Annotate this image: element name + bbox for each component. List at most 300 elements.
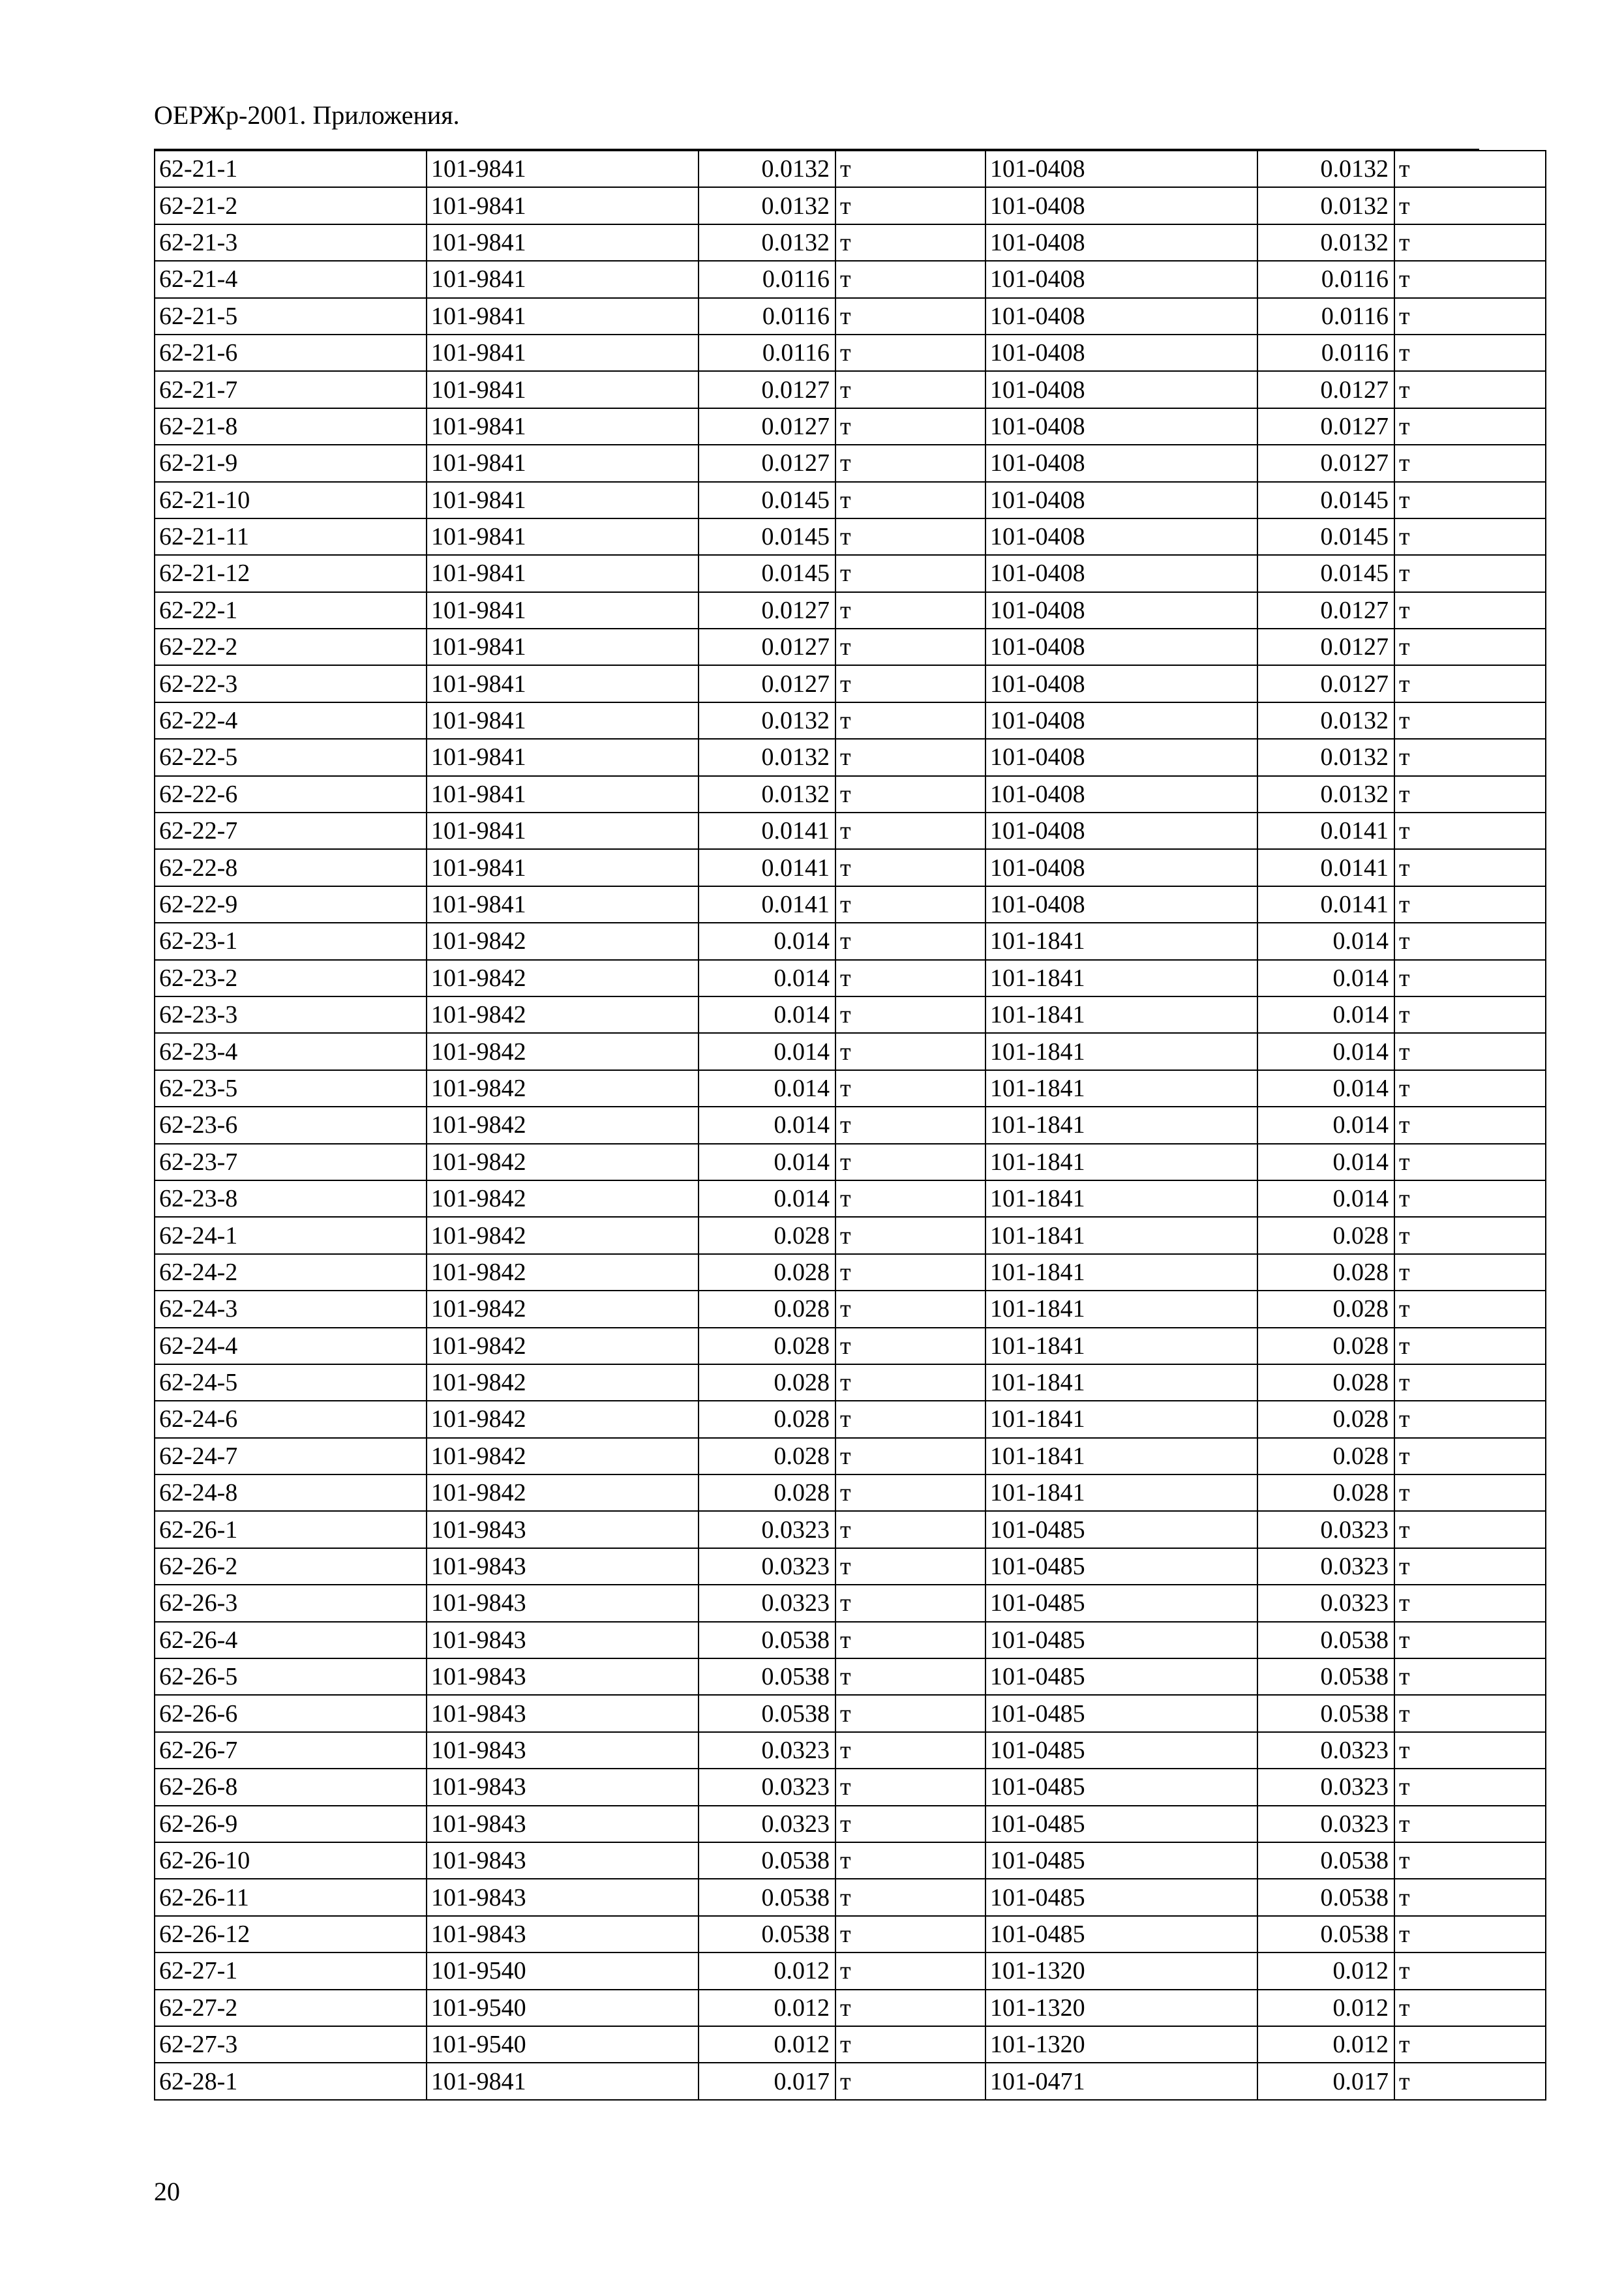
replacement-quantity-cell: 0.0132 xyxy=(1257,702,1394,739)
replacement-quantity-cell: 0.014 xyxy=(1257,996,1394,1033)
table-row xyxy=(155,813,1546,849)
quantity-cell: 0.028 xyxy=(699,1217,835,1253)
replacement-code-cell: 101-0408 xyxy=(985,187,1257,224)
resource-code-cell: 101-9842 xyxy=(427,960,699,996)
quantity-cell: 0.0132 xyxy=(699,187,835,224)
replacement-code-cell: 101-0485 xyxy=(985,1585,1257,1621)
replacement-quantity-cell: 0.0323 xyxy=(1257,1769,1394,1805)
code-cell: 62-23-1 xyxy=(155,923,427,959)
resource-code-cell: 101-9841 xyxy=(427,776,699,813)
quantity-cell: 0.0141 xyxy=(699,813,835,849)
unit-cell: т xyxy=(835,445,985,481)
unit-cell: т xyxy=(835,1952,985,1989)
resource-code-cell: 101-9843 xyxy=(427,1916,699,1952)
table-row xyxy=(155,1438,1546,1474)
replacement-code-cell: 101-0408 xyxy=(985,335,1257,371)
replacement-quantity-cell: 0.0538 xyxy=(1257,1695,1394,1731)
code-cell: 62-24-3 xyxy=(155,1291,427,1327)
replacement-unit-cell: т xyxy=(1394,518,1546,555)
table-row xyxy=(155,1769,1546,1805)
code-cell: 62-23-7 xyxy=(155,1144,427,1180)
table-body xyxy=(155,151,1546,2100)
code-cell: 62-28-1 xyxy=(155,2063,427,2099)
replacement-unit-cell: т xyxy=(1394,1769,1546,1805)
replacement-code-cell: 101-1320 xyxy=(985,1990,1257,2026)
replacement-code-cell: 101-0408 xyxy=(985,629,1257,665)
table-row xyxy=(155,1952,1546,1989)
replacement-code-cell: 101-0408 xyxy=(985,813,1257,849)
replacement-code-cell: 101-0485 xyxy=(985,1695,1257,1731)
replacement-code-cell: 101-0408 xyxy=(985,445,1257,481)
code-cell: 62-24-8 xyxy=(155,1474,427,1511)
resource-code-cell: 101-9841 xyxy=(427,592,699,629)
replacement-unit-cell: т xyxy=(1394,1842,1546,1879)
table-row xyxy=(155,739,1546,775)
replacement-code-cell: 101-0471 xyxy=(985,2063,1257,2099)
quantity-cell: 0.0538 xyxy=(699,1695,835,1731)
resource-code-cell: 101-9843 xyxy=(427,1732,699,1769)
replacement-code-cell: 101-0408 xyxy=(985,371,1257,408)
code-cell: 62-23-4 xyxy=(155,1033,427,1070)
unit-cell: т xyxy=(835,1769,985,1805)
replacement-unit-cell: т xyxy=(1394,1585,1546,1621)
replacement-quantity-cell: 0.0116 xyxy=(1257,335,1394,371)
replacement-quantity-cell: 0.014 xyxy=(1257,1107,1394,1143)
replacement-unit-cell: т xyxy=(1394,1806,1546,1842)
resource-code-cell: 101-9842 xyxy=(427,1033,699,1070)
table-row xyxy=(155,1916,1546,1952)
table-row xyxy=(155,1622,1546,1658)
replacement-quantity-cell: 0.014 xyxy=(1257,1180,1394,1217)
replacement-quantity-cell: 0.0127 xyxy=(1257,445,1394,481)
replacement-unit-cell: т xyxy=(1394,445,1546,481)
quantity-cell: 0.028 xyxy=(699,1474,835,1511)
quantity-cell: 0.0132 xyxy=(699,739,835,775)
replacement-quantity-cell: 0.012 xyxy=(1257,1990,1394,2026)
unit-cell: т xyxy=(835,224,985,261)
code-cell: 62-23-8 xyxy=(155,1180,427,1217)
replacement-unit-cell: т xyxy=(1394,1622,1546,1658)
quantity-cell: 0.028 xyxy=(699,1291,835,1327)
resource-code-cell: 101-9842 xyxy=(427,1474,699,1511)
resource-code-cell: 101-9842 xyxy=(427,923,699,959)
resource-code-cell: 101-9843 xyxy=(427,1769,699,1805)
replacement-unit-cell: т xyxy=(1394,960,1546,996)
resource-code-cell: 101-9841 xyxy=(427,261,699,297)
resource-code-cell: 101-9843 xyxy=(427,1879,699,1915)
resource-code-cell: 101-9843 xyxy=(427,1622,699,1658)
table-row xyxy=(155,261,1546,297)
quantity-cell: 0.028 xyxy=(699,1401,835,1437)
replacement-quantity-cell: 0.014 xyxy=(1257,923,1394,959)
code-cell: 62-26-2 xyxy=(155,1548,427,1585)
unit-cell: т xyxy=(835,1879,985,1915)
code-cell: 62-21-6 xyxy=(155,335,427,371)
resource-code-cell: 101-9841 xyxy=(427,849,699,886)
unit-cell: т xyxy=(835,1842,985,1879)
table-row xyxy=(155,1401,1546,1437)
replacement-code-cell: 101-1841 xyxy=(985,1328,1257,1364)
replacement-unit-cell: т xyxy=(1394,1879,1546,1915)
table-row xyxy=(155,849,1546,886)
quantity-cell: 0.0127 xyxy=(699,592,835,629)
replacement-unit-cell: т xyxy=(1394,1364,1546,1401)
replacement-unit-cell: т xyxy=(1394,1033,1546,1070)
replacement-quantity-cell: 0.0145 xyxy=(1257,482,1394,518)
quantity-cell: 0.014 xyxy=(699,1144,835,1180)
replacement-code-cell: 101-0408 xyxy=(985,849,1257,886)
replacement-unit-cell: т xyxy=(1394,2026,1546,2063)
table-row xyxy=(155,1879,1546,1915)
replacement-code-cell: 101-1841 xyxy=(985,1144,1257,1180)
quantity-cell: 0.012 xyxy=(699,2026,835,2063)
unit-cell: т xyxy=(835,996,985,1033)
unit-cell: т xyxy=(835,2063,985,2099)
replacement-code-cell: 101-0408 xyxy=(985,886,1257,923)
replacement-quantity-cell: 0.0141 xyxy=(1257,886,1394,923)
code-cell: 62-26-9 xyxy=(155,1806,427,1842)
replacement-code-cell: 101-1320 xyxy=(985,2026,1257,2063)
resource-code-cell: 101-9842 xyxy=(427,1217,699,1253)
unit-cell: т xyxy=(835,592,985,629)
unit-cell: т xyxy=(835,1990,985,2026)
quantity-cell: 0.0323 xyxy=(699,1585,835,1621)
quantity-cell: 0.014 xyxy=(699,960,835,996)
replacement-quantity-cell: 0.0323 xyxy=(1257,1548,1394,1585)
replacement-quantity-cell: 0.0127 xyxy=(1257,408,1394,445)
replacement-unit-cell: т xyxy=(1394,1658,1546,1695)
code-cell: 62-21-4 xyxy=(155,261,427,297)
code-cell: 62-21-7 xyxy=(155,371,427,408)
table-row xyxy=(155,1658,1546,1695)
quantity-cell: 0.0538 xyxy=(699,1879,835,1915)
replacement-quantity-cell: 0.028 xyxy=(1257,1328,1394,1364)
unit-cell: т xyxy=(835,1180,985,1217)
norms-table xyxy=(154,150,1546,2101)
code-cell: 62-24-7 xyxy=(155,1438,427,1474)
quantity-cell: 0.0323 xyxy=(699,1548,835,1585)
table-row xyxy=(155,1217,1546,1253)
replacement-unit-cell: т xyxy=(1394,1217,1546,1253)
quantity-cell: 0.0116 xyxy=(699,298,835,335)
replacement-code-cell: 101-1320 xyxy=(985,1952,1257,1989)
code-cell: 62-21-8 xyxy=(155,408,427,445)
table-row xyxy=(155,776,1546,813)
replacement-unit-cell: т xyxy=(1394,629,1546,665)
resource-code-cell: 101-9841 xyxy=(427,298,699,335)
code-cell: 62-21-9 xyxy=(155,445,427,481)
code-cell: 62-21-11 xyxy=(155,518,427,555)
replacement-quantity-cell: 0.0132 xyxy=(1257,187,1394,224)
replacement-unit-cell: т xyxy=(1394,261,1546,297)
unit-cell: т xyxy=(835,408,985,445)
replacement-unit-cell: т xyxy=(1394,224,1546,261)
resource-code-cell: 101-9842 xyxy=(427,1254,699,1291)
unit-cell: т xyxy=(835,1291,985,1327)
unit-cell: т xyxy=(835,151,985,187)
replacement-quantity-cell: 0.0538 xyxy=(1257,1842,1394,1879)
replacement-unit-cell: т xyxy=(1394,739,1546,775)
resource-code-cell: 101-9841 xyxy=(427,886,699,923)
replacement-unit-cell: т xyxy=(1394,1291,1546,1327)
table-row xyxy=(155,555,1546,591)
replacement-unit-cell: т xyxy=(1394,1401,1546,1437)
unit-cell: т xyxy=(835,1806,985,1842)
replacement-quantity-cell: 0.0323 xyxy=(1257,1806,1394,1842)
replacement-quantity-cell: 0.028 xyxy=(1257,1217,1394,1253)
replacement-unit-cell: т xyxy=(1394,1180,1546,1217)
table-row xyxy=(155,923,1546,959)
replacement-quantity-cell: 0.0145 xyxy=(1257,555,1394,591)
code-cell: 62-26-5 xyxy=(155,1658,427,1695)
replacement-code-cell: 101-0408 xyxy=(985,482,1257,518)
code-cell: 62-26-11 xyxy=(155,1879,427,1915)
table-row xyxy=(155,1144,1546,1180)
resource-code-cell: 101-9842 xyxy=(427,1328,699,1364)
replacement-code-cell: 101-0485 xyxy=(985,1548,1257,1585)
quantity-cell: 0.0323 xyxy=(699,1732,835,1769)
resource-code-cell: 101-9841 xyxy=(427,408,699,445)
code-cell: 62-26-10 xyxy=(155,1842,427,1879)
replacement-quantity-cell: 0.0538 xyxy=(1257,1916,1394,1952)
code-cell: 62-26-12 xyxy=(155,1916,427,1952)
replacement-code-cell: 101-1841 xyxy=(985,1070,1257,1107)
code-cell: 62-22-4 xyxy=(155,702,427,739)
table-row xyxy=(155,629,1546,665)
quantity-cell: 0.0323 xyxy=(699,1806,835,1842)
unit-cell: т xyxy=(835,1033,985,1070)
code-cell: 62-23-3 xyxy=(155,996,427,1033)
resource-code-cell: 101-9842 xyxy=(427,1401,699,1437)
resource-code-cell: 101-9842 xyxy=(427,1144,699,1180)
unit-cell: т xyxy=(835,776,985,813)
replacement-unit-cell: т xyxy=(1394,665,1546,702)
table-row xyxy=(155,445,1546,481)
table-row xyxy=(155,2063,1546,2099)
table-row xyxy=(155,1033,1546,1070)
replacement-unit-cell: т xyxy=(1394,886,1546,923)
table-row xyxy=(155,1732,1546,1769)
replacement-code-cell: 101-0408 xyxy=(985,518,1257,555)
table-row xyxy=(155,1180,1546,1217)
replacement-unit-cell: т xyxy=(1394,1144,1546,1180)
quantity-cell: 0.017 xyxy=(699,2063,835,2099)
replacement-unit-cell: т xyxy=(1394,2063,1546,2099)
replacement-quantity-cell: 0.028 xyxy=(1257,1474,1394,1511)
resource-code-cell: 101-9843 xyxy=(427,1806,699,1842)
quantity-cell: 0.0538 xyxy=(699,1658,835,1695)
code-cell: 62-22-2 xyxy=(155,629,427,665)
resource-code-cell: 101-9841 xyxy=(427,739,699,775)
code-cell: 62-24-4 xyxy=(155,1328,427,1364)
replacement-code-cell: 101-1841 xyxy=(985,1180,1257,1217)
resource-code-cell: 101-9842 xyxy=(427,1291,699,1327)
quantity-cell: 0.0132 xyxy=(699,151,835,187)
replacement-unit-cell: т xyxy=(1394,298,1546,335)
resource-code-cell: 101-9540 xyxy=(427,1952,699,1989)
replacement-unit-cell: т xyxy=(1394,996,1546,1033)
replacement-quantity-cell: 0.012 xyxy=(1257,1952,1394,1989)
replacement-unit-cell: т xyxy=(1394,555,1546,591)
replacement-unit-cell: т xyxy=(1394,923,1546,959)
resource-code-cell: 101-9842 xyxy=(427,1180,699,1217)
resource-code-cell: 101-9841 xyxy=(427,813,699,849)
quantity-cell: 0.0145 xyxy=(699,482,835,518)
replacement-code-cell: 101-1841 xyxy=(985,960,1257,996)
code-cell: 62-26-7 xyxy=(155,1732,427,1769)
replacement-unit-cell: т xyxy=(1394,1107,1546,1143)
code-cell: 62-27-3 xyxy=(155,2026,427,2063)
unit-cell: т xyxy=(835,739,985,775)
replacement-quantity-cell: 0.028 xyxy=(1257,1401,1394,1437)
table-row xyxy=(155,1695,1546,1731)
unit-cell: т xyxy=(835,1364,985,1401)
replacement-code-cell: 101-0408 xyxy=(985,702,1257,739)
replacement-code-cell: 101-0408 xyxy=(985,408,1257,445)
code-cell: 62-26-6 xyxy=(155,1695,427,1731)
unit-cell: т xyxy=(835,1217,985,1253)
table-row xyxy=(155,960,1546,996)
resource-code-cell: 101-9841 xyxy=(427,224,699,261)
unit-cell: т xyxy=(835,1328,985,1364)
replacement-unit-cell: т xyxy=(1394,1732,1546,1769)
replacement-code-cell: 101-0485 xyxy=(985,1916,1257,1952)
table-row xyxy=(155,1842,1546,1879)
quantity-cell: 0.0538 xyxy=(699,1842,835,1879)
quantity-cell: 0.0127 xyxy=(699,665,835,702)
unit-cell: т xyxy=(835,1622,985,1658)
unit-cell: т xyxy=(835,1695,985,1731)
table-row xyxy=(155,2026,1546,2063)
resource-code-cell: 101-9842 xyxy=(427,1364,699,1401)
code-cell: 62-26-3 xyxy=(155,1585,427,1621)
replacement-unit-cell: т xyxy=(1394,408,1546,445)
replacement-unit-cell: т xyxy=(1394,1254,1546,1291)
replacement-unit-cell: т xyxy=(1394,335,1546,371)
replacement-unit-cell: т xyxy=(1394,813,1546,849)
replacement-unit-cell: т xyxy=(1394,1548,1546,1585)
replacement-code-cell: 101-0485 xyxy=(985,1806,1257,1842)
replacement-unit-cell: т xyxy=(1394,1990,1546,2026)
resource-code-cell: 101-9843 xyxy=(427,1695,699,1731)
unit-cell: т xyxy=(835,261,985,297)
resource-code-cell: 101-9843 xyxy=(427,1658,699,1695)
resource-code-cell: 101-9540 xyxy=(427,2026,699,2063)
unit-cell: т xyxy=(835,1511,985,1548)
unit-cell: т xyxy=(835,1254,985,1291)
resource-code-cell: 101-9843 xyxy=(427,1548,699,1585)
code-cell: 62-21-10 xyxy=(155,482,427,518)
replacement-unit-cell: т xyxy=(1394,1916,1546,1952)
quantity-cell: 0.0323 xyxy=(699,1769,835,1805)
replacement-quantity-cell: 0.0323 xyxy=(1257,1732,1394,1769)
table-row xyxy=(155,1291,1546,1327)
replacement-code-cell: 101-0408 xyxy=(985,776,1257,813)
replacement-quantity-cell: 0.0538 xyxy=(1257,1622,1394,1658)
replacement-quantity-cell: 0.0538 xyxy=(1257,1879,1394,1915)
quantity-cell: 0.0116 xyxy=(699,335,835,371)
quantity-cell: 0.028 xyxy=(699,1438,835,1474)
table-row xyxy=(155,187,1546,224)
replacement-quantity-cell: 0.0127 xyxy=(1257,592,1394,629)
code-cell: 62-22-1 xyxy=(155,592,427,629)
table-row xyxy=(155,1474,1546,1511)
replacement-code-cell: 101-0485 xyxy=(985,1511,1257,1548)
replacement-quantity-cell: 0.028 xyxy=(1257,1291,1394,1327)
replacement-code-cell: 101-0485 xyxy=(985,1658,1257,1695)
resource-code-cell: 101-9841 xyxy=(427,335,699,371)
code-cell: 62-21-12 xyxy=(155,555,427,591)
table-row xyxy=(155,298,1546,335)
quantity-cell: 0.0141 xyxy=(699,849,835,886)
table-row xyxy=(155,335,1546,371)
replacement-quantity-cell: 0.028 xyxy=(1257,1438,1394,1474)
replacement-code-cell: 101-0408 xyxy=(985,298,1257,335)
replacement-quantity-cell: 0.0132 xyxy=(1257,151,1394,187)
table-row xyxy=(155,1511,1546,1548)
unit-cell: т xyxy=(835,702,985,739)
unit-cell: т xyxy=(835,849,985,886)
unit-cell: т xyxy=(835,923,985,959)
replacement-code-cell: 101-0485 xyxy=(985,1769,1257,1805)
replacement-unit-cell: т xyxy=(1394,1695,1546,1731)
code-cell: 62-26-4 xyxy=(155,1622,427,1658)
replacement-code-cell: 101-0408 xyxy=(985,739,1257,775)
replacement-quantity-cell: 0.0132 xyxy=(1257,739,1394,775)
replacement-quantity-cell: 0.0116 xyxy=(1257,298,1394,335)
replacement-quantity-cell: 0.0132 xyxy=(1257,224,1394,261)
quantity-cell: 0.028 xyxy=(699,1364,835,1401)
replacement-code-cell: 101-1841 xyxy=(985,1401,1257,1437)
code-cell: 62-22-5 xyxy=(155,739,427,775)
replacement-quantity-cell: 0.0127 xyxy=(1257,371,1394,408)
quantity-cell: 0.0145 xyxy=(699,555,835,591)
replacement-unit-cell: т xyxy=(1394,1438,1546,1474)
code-cell: 62-22-9 xyxy=(155,886,427,923)
unit-cell: т xyxy=(835,886,985,923)
replacement-code-cell: 101-1841 xyxy=(985,1438,1257,1474)
resource-code-cell: 101-9841 xyxy=(427,518,699,555)
replacement-code-cell: 101-0408 xyxy=(985,555,1257,591)
resource-code-cell: 101-9841 xyxy=(427,702,699,739)
replacement-quantity-cell: 0.028 xyxy=(1257,1254,1394,1291)
replacement-code-cell: 101-0485 xyxy=(985,1732,1257,1769)
code-cell: 62-24-6 xyxy=(155,1401,427,1437)
replacement-unit-cell: т xyxy=(1394,371,1546,408)
replacement-code-cell: 101-0408 xyxy=(985,261,1257,297)
code-cell: 62-22-6 xyxy=(155,776,427,813)
replacement-code-cell: 101-1841 xyxy=(985,996,1257,1033)
unit-cell: т xyxy=(835,1438,985,1474)
table-row xyxy=(155,1585,1546,1621)
replacement-code-cell: 101-1841 xyxy=(985,1033,1257,1070)
unit-cell: т xyxy=(835,187,985,224)
code-cell: 62-22-7 xyxy=(155,813,427,849)
replacement-unit-cell: т xyxy=(1394,1328,1546,1364)
quantity-cell: 0.0127 xyxy=(699,408,835,445)
quantity-cell: 0.012 xyxy=(699,1990,835,2026)
replacement-code-cell: 101-0485 xyxy=(985,1842,1257,1879)
replacement-quantity-cell: 0.0323 xyxy=(1257,1511,1394,1548)
quantity-cell: 0.014 xyxy=(699,1107,835,1143)
table-row xyxy=(155,1364,1546,1401)
replacement-quantity-cell: 0.0127 xyxy=(1257,665,1394,702)
code-cell: 62-22-3 xyxy=(155,665,427,702)
quantity-cell: 0.0323 xyxy=(699,1511,835,1548)
code-cell: 62-27-2 xyxy=(155,1990,427,2026)
quantity-cell: 0.0116 xyxy=(699,261,835,297)
unit-cell: т xyxy=(835,1401,985,1437)
